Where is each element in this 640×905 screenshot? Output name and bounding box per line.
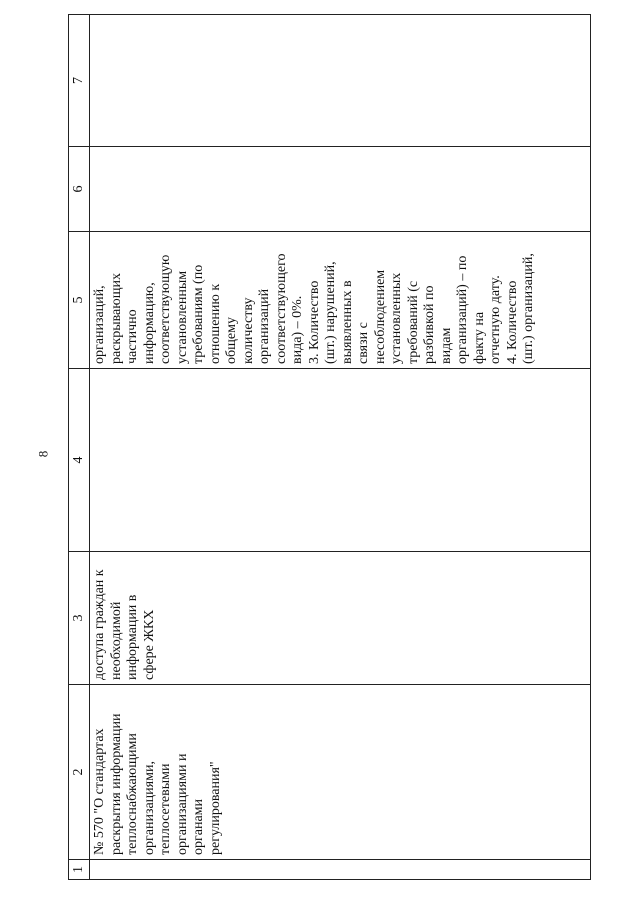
cell-col-4 [90,369,591,552]
header-col-6: 6 [69,147,90,232]
table-row [90,15,591,880]
header-row [69,15,90,880]
header-col-1: 1 [69,860,90,880]
header-col-7: 7 [69,15,90,147]
header-col-2: 2 [69,685,90,860]
report-table [68,14,591,880]
cell-col-7 [90,15,591,147]
cell-col-5: организаций, раскрывающих частично информацию, соответствующую установленным требованиям (по отношению к общему количеству организаций соответствующего вида) – 0%. 3. Количество (шт.) нарушений, выявленных в связи с несоблюдением установленных требований (с разбивкой по видам организаций) – по факту на отчетную дату. 4. Количество (шт.) организаций, [90,232,591,369]
cell-col-2: № 570 "О стандартах раскрытия информации теплоснабжающими организациями, теплосетевыми организациями и органами регулирования" [90,685,591,860]
page-number: 8 [35,450,51,458]
cell-col-3: доступа граждан к необходимой информации в сфере ЖКХ [90,552,591,685]
rotated-table-container [68,15,591,880]
cell-col-6 [90,147,591,232]
header-col-5: 5 [69,232,90,369]
header-col-3: 3 [69,552,90,685]
header-col-4: 4 [69,369,90,552]
cell-col-1 [90,860,591,880]
